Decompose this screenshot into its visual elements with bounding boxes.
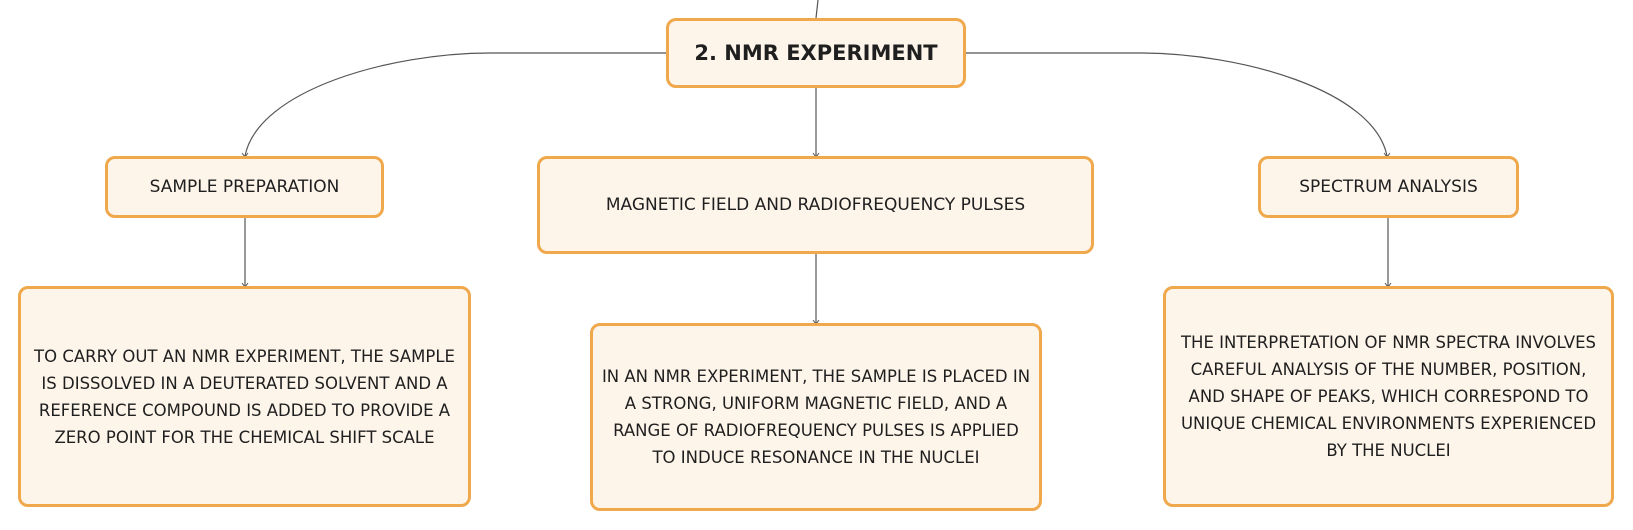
connector-root-to-spectrum-analysis xyxy=(966,53,1387,156)
detail-node-text: IN AN NMR EXPERIMENT, THE SAMPLE IS PLACED IN A STRONG, UNIFORM MAGNETIC FIELD, AND A RANGE OF RADIOFREQUENCY PULSES IS APPLIED TO INDUCE RESONANCE IN THE NUCLEI xyxy=(601,367,1031,467)
topic-node-magnetic-field[interactable] xyxy=(537,156,1094,254)
root-node-label: 2. NMR EXPERIMENT xyxy=(694,41,938,65)
detail-node-magnetic-field[interactable] xyxy=(590,323,1042,511)
detail-node-spectrum-analysis[interactable] xyxy=(1163,286,1614,507)
detail-node-sample-preparation[interactable] xyxy=(18,286,471,507)
topic-node-label: SAMPLE PREPARATION xyxy=(149,177,340,197)
detail-node-text: TO CARRY OUT AN NMR EXPERIMENT, THE SAMPLE IS DISSOLVED IN A DEUTERATED SOLVENT AND A REFERENCE COMPOUND IS ADDED TO PROVIDE A ZERO POINT FOR THE CHEMICAL SHIFT SCALE xyxy=(34,346,455,447)
topic-node-label: MAGNETIC FIELD AND RADIOFREQUENCY PULSES xyxy=(605,195,1026,215)
connector-parent-to-root xyxy=(816,0,818,18)
connector-root-to-sample-preparation xyxy=(245,53,666,156)
topic-node-label: SPECTRUM ANALYSIS xyxy=(1299,177,1478,197)
topic-node-spectrum-analysis[interactable] xyxy=(1258,156,1519,218)
topic-node-sample-preparation[interactable] xyxy=(105,156,384,218)
detail-node-text: THE INTERPRETATION OF NMR SPECTRA INVOLVES CAREFUL ANALYSIS OF THE NUMBER, POSITION, AND SHAPE OF PEAKS, WHICH CORRESPOND TO UNIQUE CHEMICAL ENVIRONMENTS EXPERIENCED BY THE NUCLEI xyxy=(1180,333,1597,460)
root-node[interactable] xyxy=(666,18,966,88)
